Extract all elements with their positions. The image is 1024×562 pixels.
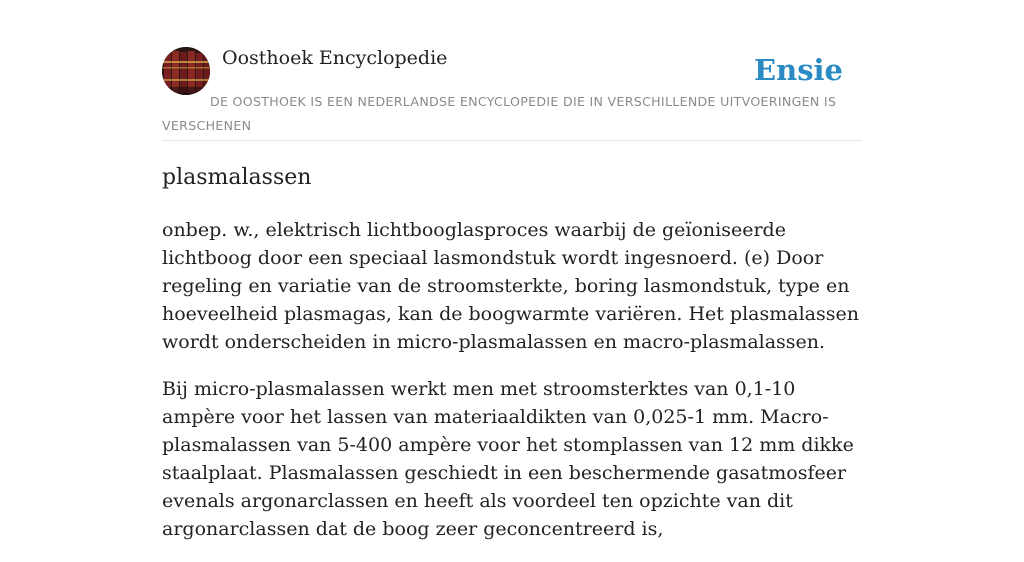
publication-avatar[interactable] — [162, 47, 210, 95]
page-container — [162, 0, 862, 540]
ensie-logo-link[interactable]: Ensie — [754, 53, 843, 87]
article-paragraph: Bij micro-plasmalassen werkt men met stroomsterktes van 0,1-10 ampère voor het lassen van materiaaldikten van 0,025-1 mm. Macro-plasmalassen van 5-400 ampère voor het stomplassen van 12 mm dikke staalplaat. Plasmalassen geschiedt in een beschermende gasatmosfeer evenals argonarclassen en heeft als voordeel ten opzichte van dit argonarclassen dat de boog zeer geconcentreerd is, — [162, 378, 854, 540]
publication-header — [162, 0, 862, 141]
article-body — [162, 216, 862, 562]
publication-description: DE OOSTHOEK IS EEN NEDERLANDSE ENCYCLOPEDIE DIE IN VERSCHILLENDE UITVOERINGEN IS VERSCHENEN — [162, 94, 837, 133]
encyclopedia-books-icon — [162, 47, 210, 95]
article-paragraph: onbep. w., elektrisch lichtbooglasproces waarbij de geïoniseerde lichtboog door een speciaal lasmondstuk wordt ingesnoerd. (e) Door regeling en variatie van de stroomsterkte, boring lasmondstuk, type en hoeveelheid plasmagas, kan de boogwarmte variëren. Het plasmalassen wordt onderscheiden in micro-plasmalassen en macro-plasmalassen. — [162, 219, 859, 353]
publication-name-link[interactable]: Oosthoek Encyclopedie — [222, 47, 448, 69]
article-title: plasmalassen — [162, 165, 312, 190]
